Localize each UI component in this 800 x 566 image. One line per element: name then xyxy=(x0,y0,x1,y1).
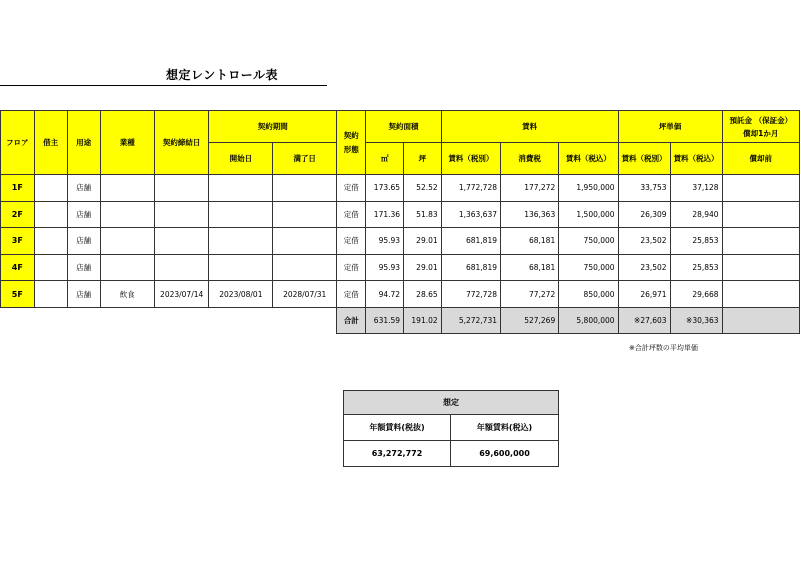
header-tsubo-incl: 賃料（税込） xyxy=(670,143,722,175)
area-tsubo-cell: 28.65 xyxy=(404,281,442,308)
header-deposit-line2: 償却1か月 xyxy=(743,128,779,138)
table-row xyxy=(1,228,800,255)
start-date-cell xyxy=(209,201,273,228)
lender-cell xyxy=(34,201,67,228)
total-tax: 527,269 xyxy=(501,307,559,333)
rent-excl-cell: 681,819 xyxy=(441,254,500,281)
deposit-cell xyxy=(722,254,799,281)
industry-cell xyxy=(100,228,154,255)
contract-date-cell xyxy=(154,175,209,202)
contract-type-cell: 定借 xyxy=(337,175,366,202)
area-tsubo-cell: 29.01 xyxy=(404,254,442,281)
area-sqm-cell: 171.36 xyxy=(366,201,404,228)
total-rent-incl: 5,800,000 xyxy=(559,307,618,333)
header-row-1 xyxy=(1,111,800,143)
deposit-cell xyxy=(722,281,799,308)
unit-incl-cell: 25,853 xyxy=(670,228,722,255)
area-sqm-cell: 95.93 xyxy=(366,228,404,255)
total-area-tsubo: 191.02 xyxy=(404,307,442,333)
total-deposit xyxy=(722,307,799,333)
contract-date-cell xyxy=(154,228,209,255)
lender-cell xyxy=(34,175,67,202)
header-deposit xyxy=(722,111,799,143)
lender-cell xyxy=(34,228,67,255)
rent-incl-cell: 850,000 xyxy=(559,281,618,308)
rent-excl-cell: 1,772,728 xyxy=(441,175,500,202)
summary-annual-rent-excl-value: 63,272,772 xyxy=(344,441,451,467)
unit-excl-cell: 33,753 xyxy=(618,175,670,202)
total-unit-excl: ※27,603 xyxy=(618,307,670,333)
deposit-cell xyxy=(722,228,799,255)
header-tsubo-unit: 坪単価 xyxy=(618,111,722,143)
use-cell: 店舗 xyxy=(67,175,100,202)
header-tsubo-excl: 賃料（税別） xyxy=(618,143,670,175)
annual-summary-table xyxy=(343,390,559,467)
contract-type-cell: 定借 xyxy=(337,254,366,281)
header-contract-period: 契約期間 xyxy=(209,111,337,143)
deposit-cell xyxy=(722,175,799,202)
start-date-cell xyxy=(209,228,273,255)
summary-header: 想定 xyxy=(344,391,559,415)
industry-cell: 飲食 xyxy=(100,281,154,308)
table-row xyxy=(1,281,800,308)
total-area-sqm: 631.59 xyxy=(366,307,404,333)
floor-cell: 2F xyxy=(1,201,35,228)
title-underline xyxy=(0,85,327,86)
area-tsubo-cell: 51.83 xyxy=(404,201,442,228)
contract-type-cell: 定借 xyxy=(337,228,366,255)
summary-annual-rent-excl-label: 年額賃料(税抜) xyxy=(344,415,451,441)
rent-incl-cell: 750,000 xyxy=(559,228,618,255)
header-industry: 業種 xyxy=(100,111,154,175)
use-cell: 店舗 xyxy=(67,228,100,255)
summary-annual-rent-incl-value: 69,600,000 xyxy=(451,441,559,467)
header-start-date: 開始日 xyxy=(209,143,273,175)
area-sqm-cell: 94.72 xyxy=(366,281,404,308)
header-contract-type-line1: 契約 xyxy=(343,130,359,140)
unit-incl-cell: 37,128 xyxy=(670,175,722,202)
unit-incl-cell: 28,940 xyxy=(670,201,722,228)
rent-incl-cell: 1,500,000 xyxy=(559,201,618,228)
unit-incl-cell: 29,668 xyxy=(670,281,722,308)
lender-cell xyxy=(34,281,67,308)
header-contract-area: 契約面積 xyxy=(366,111,441,143)
use-cell: 店舗 xyxy=(67,281,100,308)
unit-excl-cell: 26,971 xyxy=(618,281,670,308)
unit-excl-cell: 26,309 xyxy=(618,201,670,228)
floor-cell: 5F xyxy=(1,281,35,308)
total-label: 合計 xyxy=(337,307,366,333)
unit-excl-cell: 23,502 xyxy=(618,254,670,281)
header-area-sqm: ㎡ xyxy=(366,143,404,175)
header-use: 用途 xyxy=(67,111,100,175)
tax-cell: 77,272 xyxy=(501,281,559,308)
page-title: 想定レントロール表 xyxy=(166,68,278,82)
header-contract-date: 契約締結日 xyxy=(154,111,209,175)
table-row xyxy=(1,201,800,228)
total-rent-excl: 5,272,731 xyxy=(441,307,500,333)
industry-cell xyxy=(100,201,154,228)
header-consumption-tax: 消費税 xyxy=(501,143,559,175)
rent-roll-table xyxy=(0,110,800,334)
header-contract-type xyxy=(337,111,366,175)
header-contract-type-line2: 形態 xyxy=(343,144,359,154)
header-rent: 賃料 xyxy=(441,111,618,143)
start-date-cell xyxy=(209,175,273,202)
start-date-cell: 2023/08/01 xyxy=(209,281,273,308)
header-area-tsubo: 坪 xyxy=(404,143,442,175)
header-end-date: 満了日 xyxy=(273,143,337,175)
use-cell: 店舗 xyxy=(67,254,100,281)
deposit-cell xyxy=(722,201,799,228)
table-row xyxy=(1,175,800,202)
header-floor: フロア xyxy=(1,111,35,175)
total-row xyxy=(1,307,800,333)
floor-cell: 4F xyxy=(1,254,35,281)
end-date-cell xyxy=(273,254,337,281)
header-rent-incl: 賃料（税込） xyxy=(559,143,618,175)
industry-cell xyxy=(100,175,154,202)
summary-annual-rent-incl-label: 年額賃料(税込) xyxy=(451,415,559,441)
unit-incl-cell: 25,853 xyxy=(670,254,722,281)
tax-cell: 68,181 xyxy=(501,254,559,281)
contract-date-cell xyxy=(154,254,209,281)
rent-incl-cell: 1,950,000 xyxy=(559,175,618,202)
header-amortization: 償却前 xyxy=(722,143,799,175)
header-rent-excl: 賃料（税別） xyxy=(441,143,500,175)
contract-type-cell: 定借 xyxy=(337,281,366,308)
average-note: ※合計坪数の平均単価 xyxy=(629,344,698,352)
table-row xyxy=(1,254,800,281)
floor-cell: 1F xyxy=(1,175,35,202)
header-deposit-line1: 預託金 （保証金） xyxy=(729,115,793,125)
end-date-cell xyxy=(273,228,337,255)
end-date-cell xyxy=(273,175,337,202)
lender-cell xyxy=(34,254,67,281)
rent-excl-cell: 681,819 xyxy=(441,228,500,255)
unit-excl-cell: 23,502 xyxy=(618,228,670,255)
floor-cell: 3F xyxy=(1,228,35,255)
total-row-spacer xyxy=(1,307,337,333)
area-sqm-cell: 95.93 xyxy=(366,254,404,281)
total-unit-incl: ※30,363 xyxy=(670,307,722,333)
end-date-cell: 2028/07/31 xyxy=(273,281,337,308)
area-tsubo-cell: 52.52 xyxy=(404,175,442,202)
tax-cell: 136,363 xyxy=(501,201,559,228)
area-sqm-cell: 173.65 xyxy=(366,175,404,202)
header-lender: 借主 xyxy=(34,111,67,175)
rent-excl-cell: 772,728 xyxy=(441,281,500,308)
rent-incl-cell: 750,000 xyxy=(559,254,618,281)
contract-date-cell: 2023/07/14 xyxy=(154,281,209,308)
industry-cell xyxy=(100,254,154,281)
tax-cell: 68,181 xyxy=(501,228,559,255)
area-tsubo-cell: 29.01 xyxy=(404,228,442,255)
tax-cell: 177,272 xyxy=(501,175,559,202)
contract-date-cell xyxy=(154,201,209,228)
end-date-cell xyxy=(273,201,337,228)
contract-type-cell: 定借 xyxy=(337,201,366,228)
start-date-cell xyxy=(209,254,273,281)
use-cell: 店舗 xyxy=(67,201,100,228)
rent-excl-cell: 1,363,637 xyxy=(441,201,500,228)
